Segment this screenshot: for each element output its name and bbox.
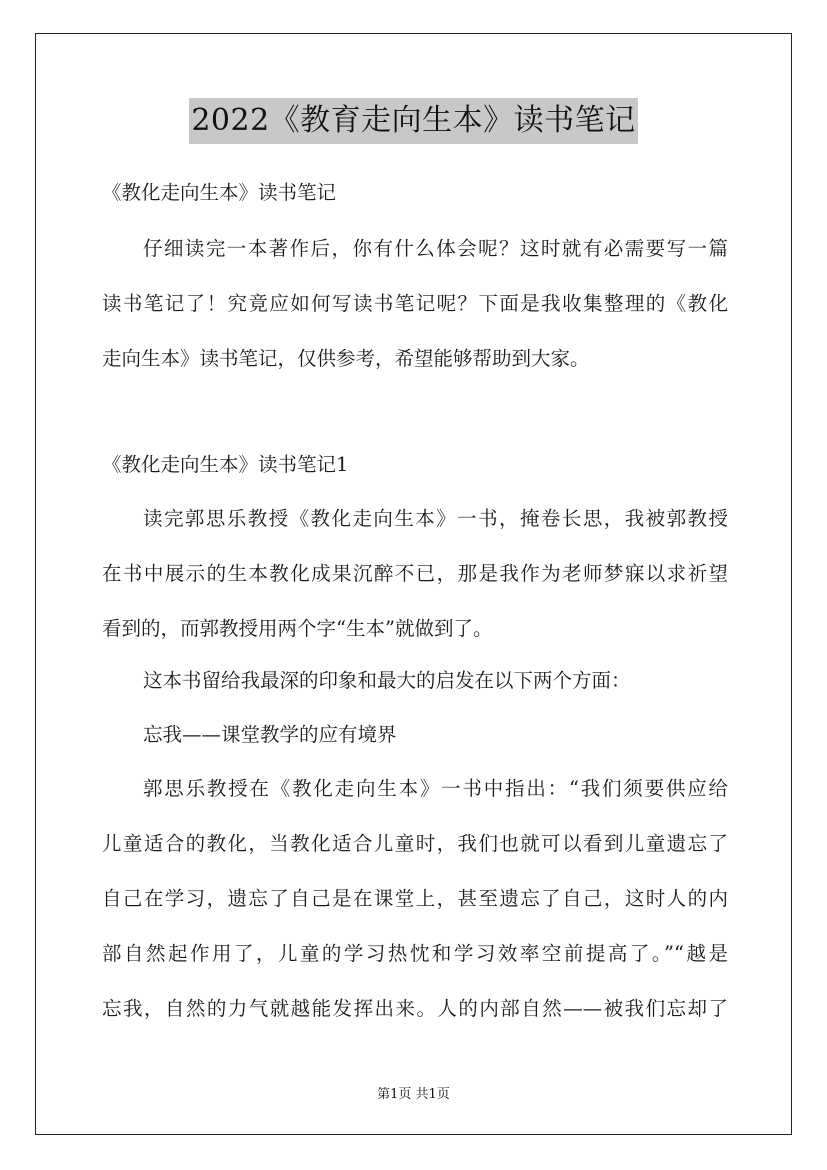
section1-point [102,707,728,762]
intro-line: 走向生本》读书笔记，仅供参考，希望能够帮助到大家。 [102,347,590,370]
paragraph-line: 自己在学习，遗忘了自己是在课堂上，甚至遗忘了自己，这时人的内 [102,887,728,910]
point-heading: 忘我——课堂教学的应有境界 [143,723,397,746]
section1-paragraph-2 [102,653,728,708]
intro-line: 仔细读完一本著作后，你有什么体会呢？这时就有必需要写一篇 [143,237,728,260]
page-footer: 第1页 共1页 [377,1087,450,1102]
paragraph-line: 部自然起作用了，儿童的学习热忱和学习效率空前提高了。”“越是 [102,942,728,965]
intro-paragraph [102,221,728,386]
paragraph-line: 看到的，而郭教授用两个字“生本”就做到了。 [102,617,493,640]
paragraph-line: 郭思乐教授在《教化走向生本》一书中指出：“我们须要供应给 [143,777,728,800]
paragraph-line: 这本书留给我最深的印象和最大的启发在以下两个方面： [143,669,631,692]
section1-paragraph-1 [102,491,728,656]
paragraph-line: 在书中展示的生本教化成果沉醉不已，那是我作为老师梦寐以求祈望 [102,562,728,585]
paragraph-line: 读完郭思乐教授《教化走向生本》一书，掩卷长思，我被郭教授 [143,507,728,530]
section1-paragraph-3 [102,761,728,1036]
intro-line: 读书笔记了！究竟应如何写读书笔记呢？下面是我收集整理的《教化 [102,292,728,315]
paragraph-line: 忘我，自然的力气就越能发挥出来。人的内部自然——被我们忘却了 [102,997,728,1020]
title-container [0,98,827,144]
paragraph-line: 儿童适合的教化，当教化适合儿童时，我们也就可以看到儿童遗忘了 [102,832,728,855]
document-subtitle: 《教化走向生本》读书笔记 [102,181,337,204]
document-title: 2022《教育走向生本》读书笔记 [189,98,637,144]
section-heading: 《教化走向生本》读书笔记1 [102,453,349,476]
